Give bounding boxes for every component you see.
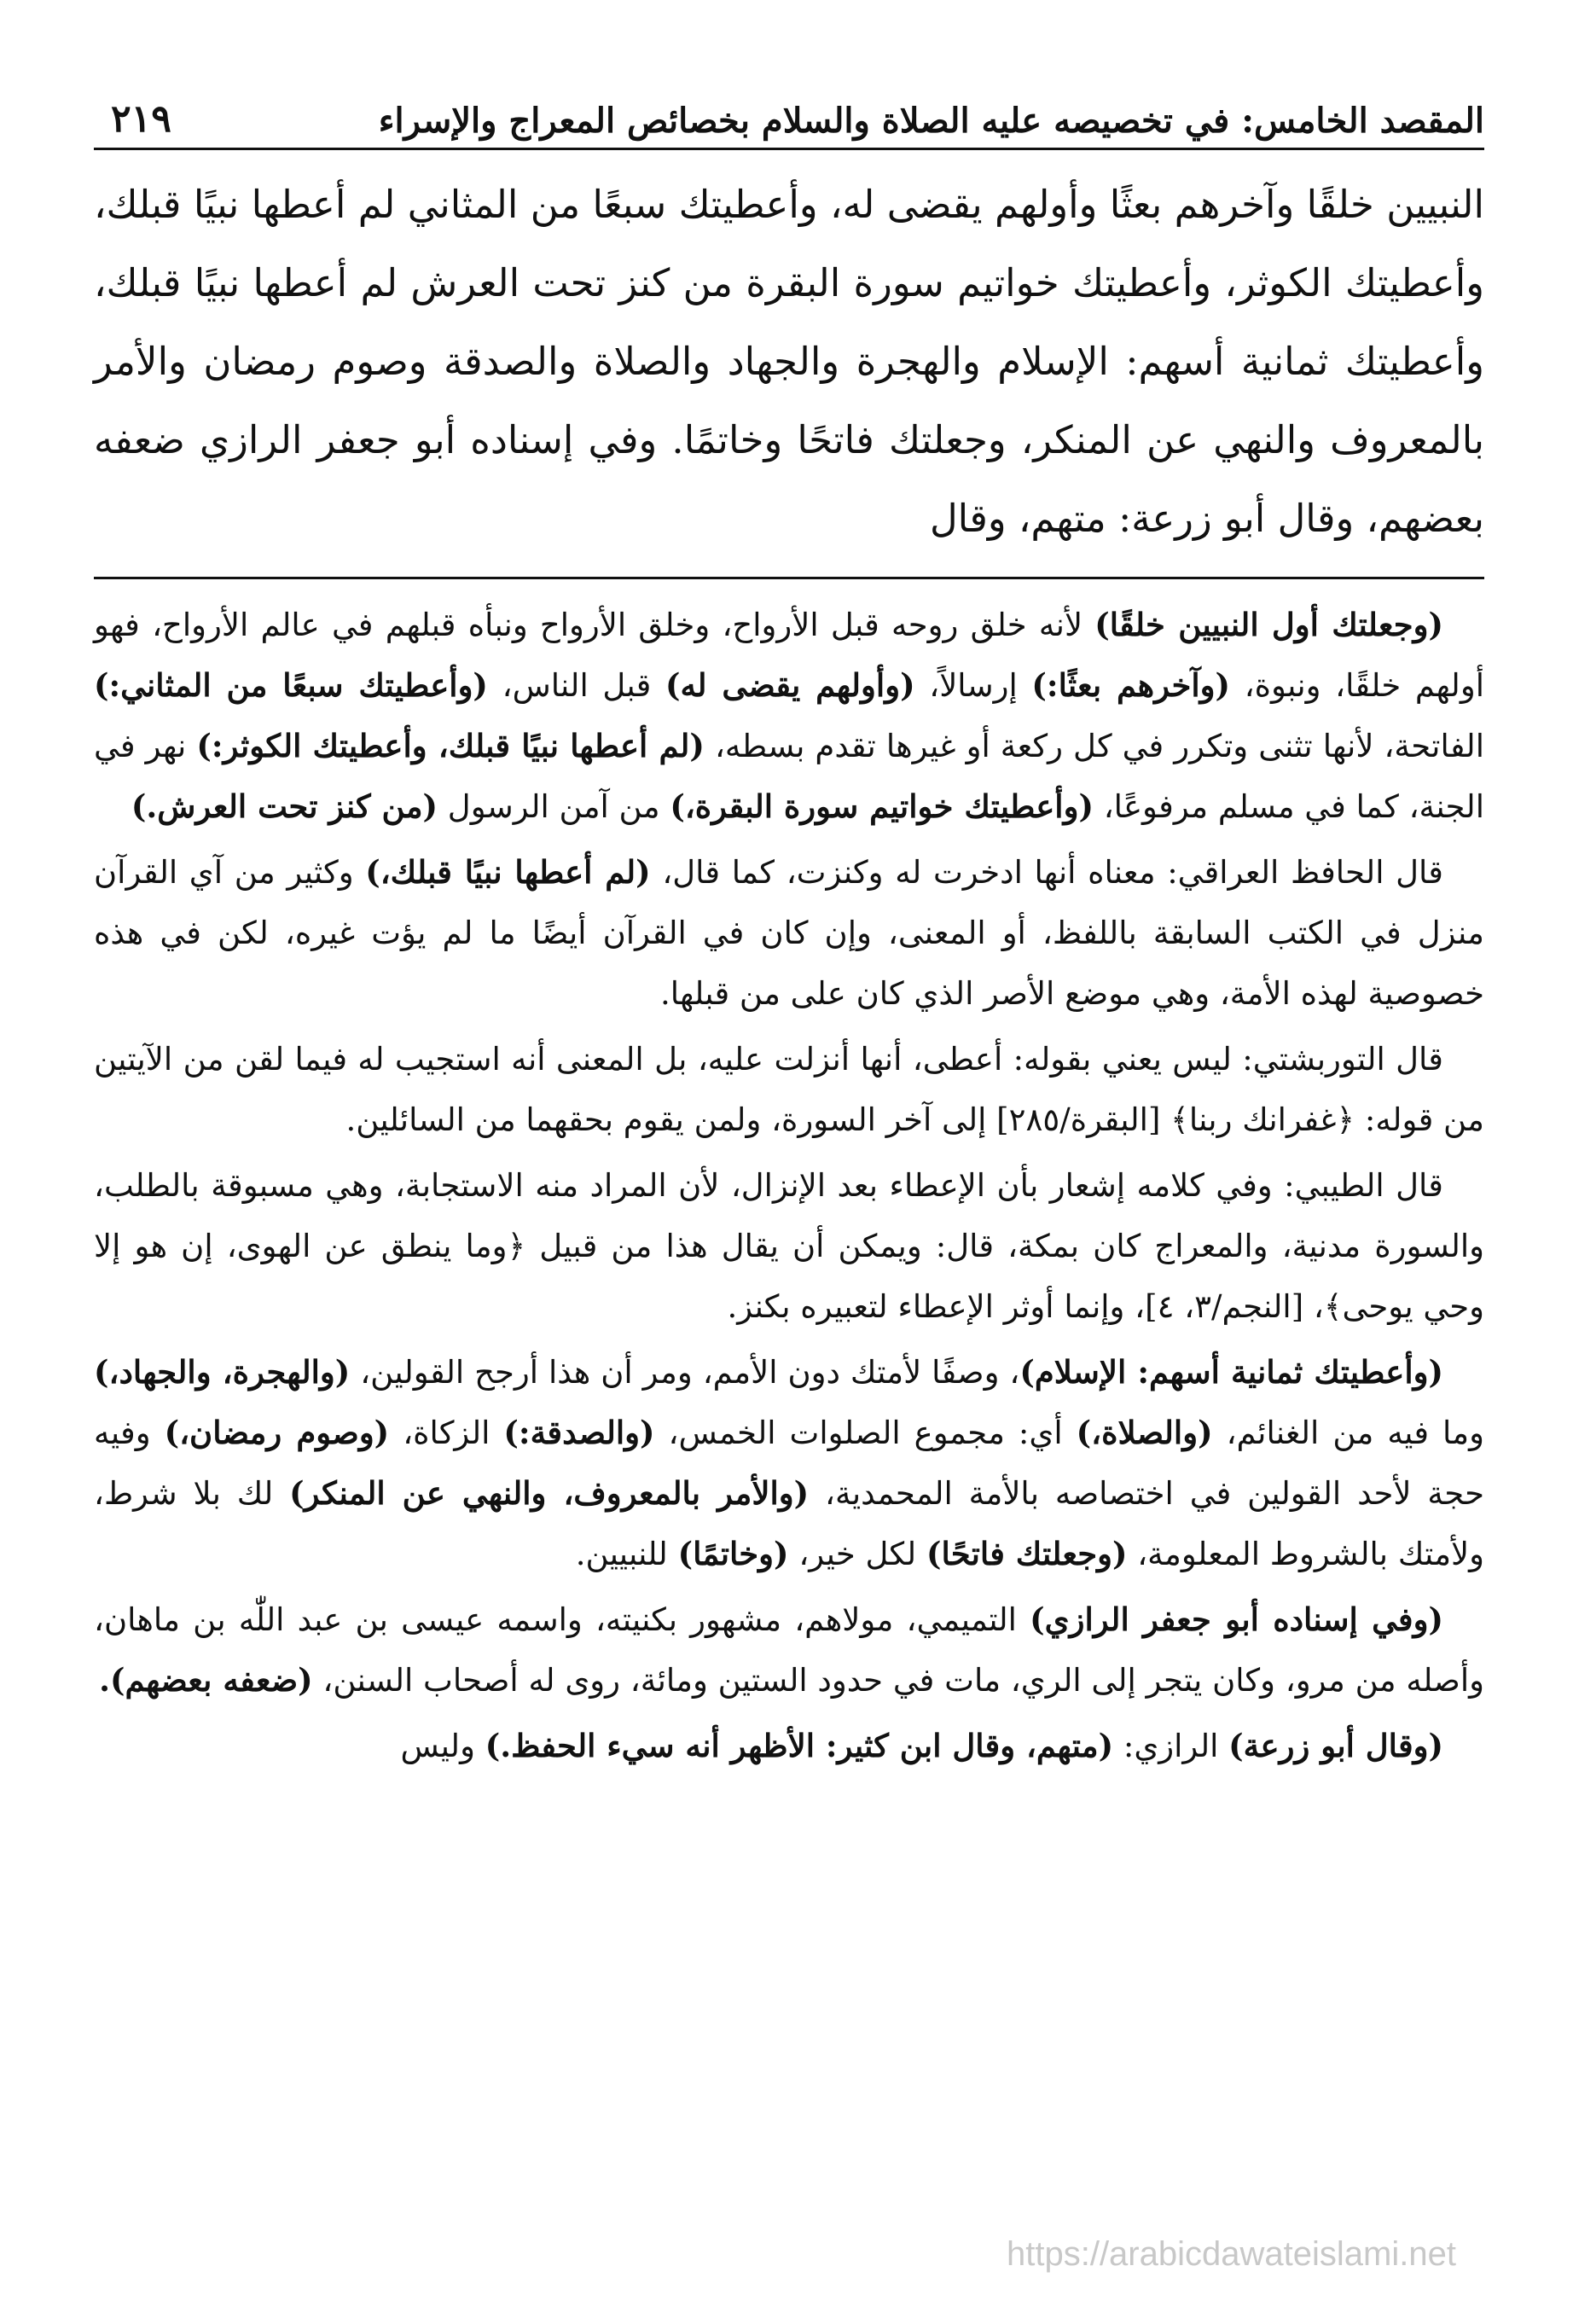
commentary-text: التميمي، مولاهم، مشهور بكنيته، واسمه عيسى بن عبد اللّٰه بن ماهان، وأصله من مرو، وكان يتجر إلى الري، مات في حدود الستين ومائة، روى له أصحاب السنن، [94,1601,1484,1699]
commentary-paragraph [94,1029,1484,1150]
commentary-text: وليس [400,1728,485,1764]
commentary-paragraph [94,1716,1484,1776]
commentary-text: قال الطيبي: وفي كلامه إشعار بأن الإعطاء بعد الإنزال، لأن المراد منه الاستجابة، وهي مسبوقة بالطلب، والسورة مدنية، والمعراج كان بمكة، قال: ويمكن أن يقال هذا من قبيل ﴿وما ينطق عن الهوى، إن هو إلا وحي يوحى﴾، [النجم/٣، ٤]، وإنما أوثر الإعطاء لتعبيره بكنز. [94,1167,1484,1325]
commentary-paragraph [94,1342,1484,1584]
commentary-text: نهر في الجنة، كما في مسلم مرفوعًا، [94,728,1484,825]
commentary-text: وما فيه من الغنائم، [1212,1415,1484,1451]
commentary-paragraph [94,1155,1484,1337]
quoted-matn: (والهجرة، والجهاد،) [94,1353,351,1391]
quoted-matn: (والصدقة:) [503,1414,655,1451]
page-number: ٢١٩ [111,97,171,141]
commentary-text: لأنه خلق روحه قبل الأرواح، وخلق الأرواح ونبأه قبلهم في عالم الأرواح، فهو أولهم خلقًا، ونبوة، [94,607,1484,704]
commentary-text: ، وصفًا لأمتك دون الأمم، ومر أن هذا أرجح القولين، [350,1354,1020,1391]
commentary-text: الرازي: [1113,1728,1229,1764]
commentary-text: وكثير من آي القرآن منزل في الكتب السابقة باللفظ، أو المعنى، وإن كان في القرآن أيضًا ما لم يؤت غيره، لكن في هذه خصوصية لهذه الأمة، وهي موضع الأصر الذي كان على من قبلها. [94,854,1484,1012]
quoted-matn: (وآخرهم بعثًا:) [1031,666,1231,704]
commentary-text: قال الحافظ العراقي: معناه أنها ادخرت له وكنزت، كما قال، [650,854,1443,891]
commentary-paragraph [94,595,1484,837]
commentary-text: لك بلا شرط، ولأمتك بالشروط المعلومة، [94,1475,1484,1572]
commentary-text: قبل الناس، [487,667,665,704]
commentary-text: لكل خير، [788,1536,926,1572]
commentary-text: قال التوربشتي: ليس يعني بقوله: أعطى، أنها أنزلت عليه، بل المعنى أنه استجيب له فيما لقن من الآيتين من قوله: ﴿غفرانك ربنا﴾ [البقرة/٢٨٥] إلى آخر السورة، ولمن يقوم بحقهما من السائلين. [94,1041,1484,1138]
main-text: النبيين خلقًا وآخرهم بعثًا وأولهم يقضى له، وأعطيتك سبعًا من المثاني لم أعطها نبيًا قبلك، وأعطيتك الكوثر، وأعطيتك خواتيم سورة البقرة من كنز تحت العرش لم أعطها نبيًا قبلك، وأعطيتك ثمانية أسهم: الإسلام والهجرة والجهاد والصلاة والصدقة وصوم رمضان والأمر بالمعروف والنهي عن المنكر، وجعلتك فاتحًا وخاتمًا. وفي إسناده أبو جعفر الرازي ضعفه بعضهم، وقال أبو زرعة: متهم، وقال [94,182,1484,541]
watermark: https://arabicdawateislami.net [1007,2235,1456,2273]
quoted-matn: (وصوم رمضان،) [164,1414,390,1451]
commentary-text: إرسالاً، [914,667,1032,704]
quoted-matn: (وأولهم يقضى له) [665,666,915,704]
quoted-matn: (وقال أبو زرعة) [1228,1727,1443,1764]
commentary-text: وفيه حجة لأحد القولين في اختصاصه بالأمة المحمدية، [94,1415,1484,1512]
commentary-paragraph [94,842,1484,1024]
quoted-matn: (وجعلتك أول النبيين خلقًا) [1094,606,1443,643]
quoted-matn: (وجعلتك فاتحًا) [926,1535,1128,1572]
quoted-matn: (وخاتمًا) [677,1535,789,1572]
commentary-text: أي: مجموع الصلوات الخمس، [654,1415,1077,1451]
commentary-text: للنبيين. [575,1536,678,1572]
running-header [94,81,1484,150]
quoted-matn: (وأعطيتك ثمانية أسهم: الإسلام) [1019,1353,1444,1391]
quoted-matn: (وأعطيتك سبعًا من المثاني:) [94,666,488,704]
quoted-matn: (وفي إسناده أبو جعفر الرازي) [1030,1601,1443,1638]
quoted-matn: (والصلاة،) [1076,1414,1213,1451]
quoted-matn: (وأعطيتك خواتيم سورة البقرة،) [670,787,1094,825]
quoted-matn: (والأمر بالمعروف، والنهي عن المنكر) [289,1474,810,1512]
commentary-text: من آمن الرسول [438,788,670,825]
quoted-matn: (لم أعطها نبيًا قبلك، وأعطيتك الكوثر:) [196,727,705,764]
commentary [94,595,1484,1776]
document-page [94,81,1484,2265]
quoted-matn: (متهم، وقال ابن كثير: الأظهر أنه سيء الحفظ.) [485,1727,1114,1764]
quoted-matn: (لم أعطها نبيًا قبلك،) [365,853,651,891]
quoted-matn: (من كنز تحت العرش.) [131,787,438,825]
footnote-divider [94,577,1484,579]
quoted-matn: (ضعفه بعضهم). [99,1661,313,1699]
commentary-text: الفاتحة، لأنها تثنى وتكرر في كل ركعة أو غيرها تقدم بسطه، [704,728,1484,764]
commentary-text: الزكاة، [389,1415,504,1451]
header-title: المقصد الخامس: في تخصيصه عليه الصلاة والسلام بخصائص المعراج والإسراء [378,101,1484,141]
commentary-paragraph [94,1589,1484,1711]
